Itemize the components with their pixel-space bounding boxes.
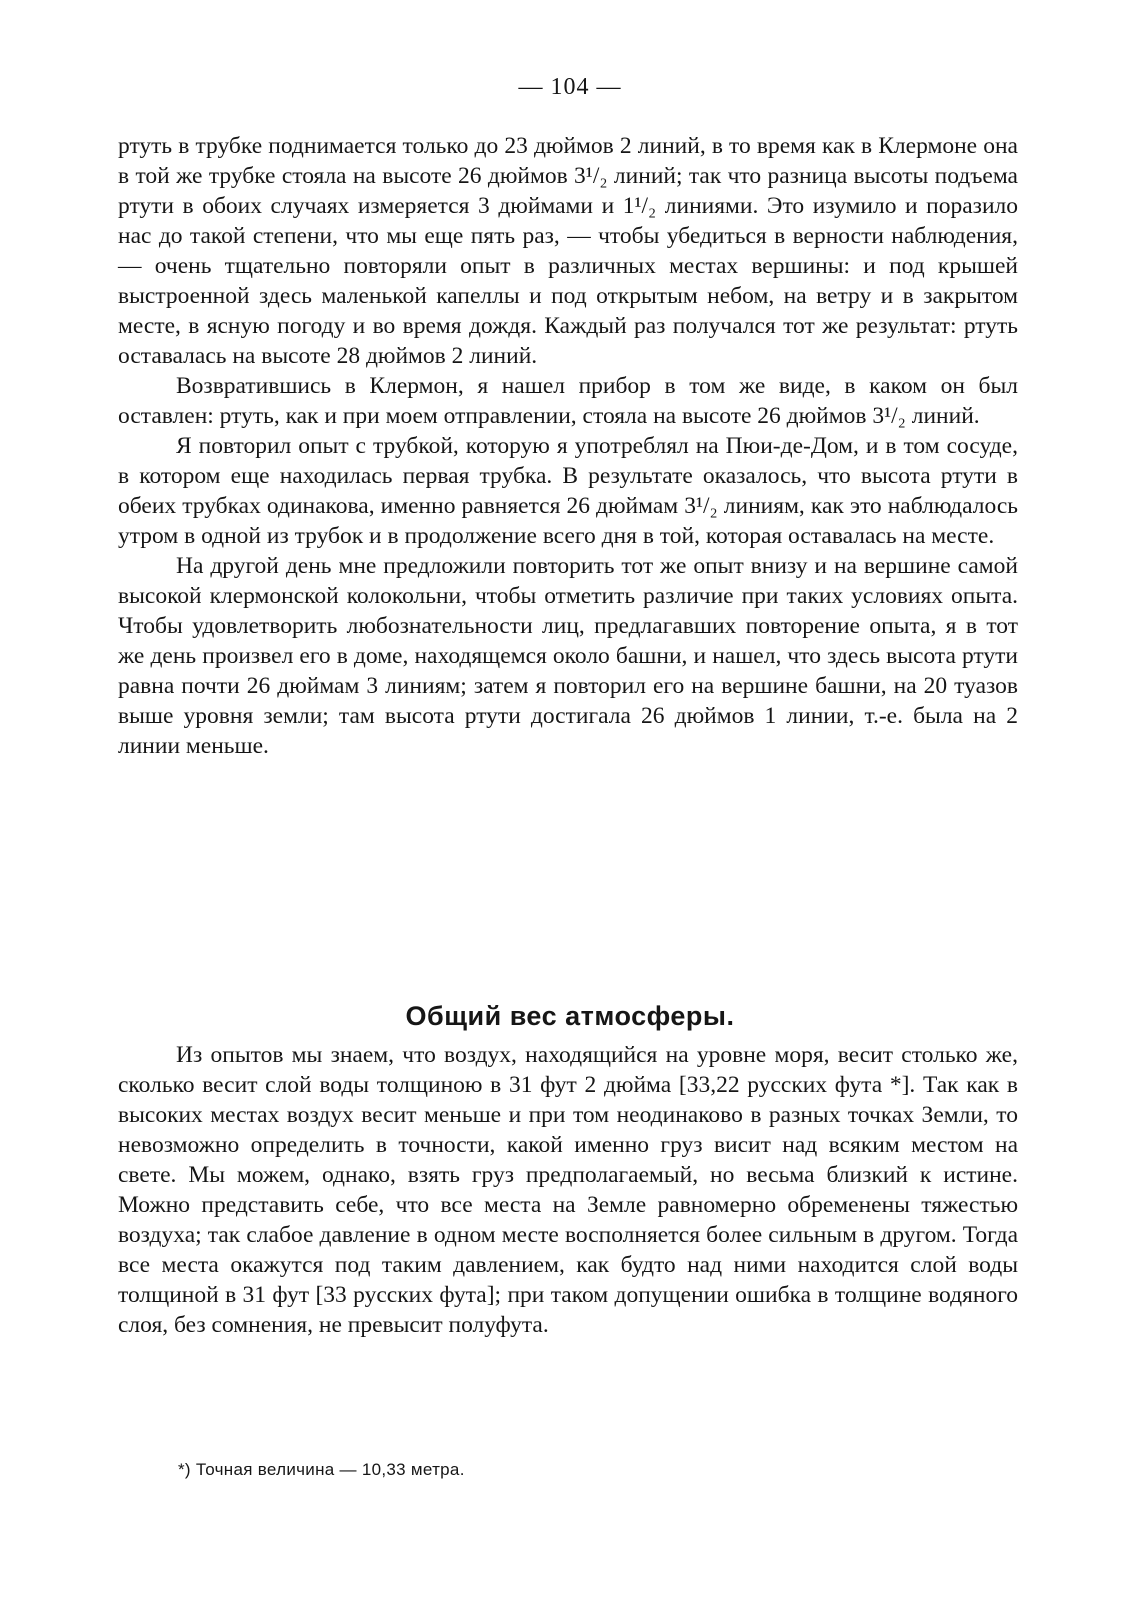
paragraph-bell-tower: На другой день мне предложили повторить тот же опыт внизу и на вершине самой высокой клермонской колокольни, чтобы отметить различие при таких условиях опыта. Чтобы удовлетворить любознательности лиц, предлагавших повторение опыта, я в тот же день произвел его в доме, находящемся около башни, и нашел, что здесь высота ртути равна почти 26 дюймам 3 линиям; затем я повторил его на вершине башни, на 20 туазов выше уровня земли; там высота ртути достигала 26 дюймов 1 линии, т.-е. была на 2 линии меньше. [118, 553, 1018, 759]
page-number: — 104 — [518, 74, 622, 100]
main-text-block [118, 131, 1018, 761]
paragraph-atmosphere-weight: Из опытов мы знаем, что воздух, находящийся на уровне моря, весит столько же, сколько весит слой воды толщиною в 31 фут 2 дюйма [33,22 русских фута *]. Так как в высоких местах воздух весит меньше и при том неодинаково в разных точках Земли, то невозможно определить в точности, какой именно груз висит над всяким местом на свете. Мы можем, однако, взять груз предполагаемый, но весьма близкий к истине. Можно представить себе, что все места на Земле равномерно обременены тяжестью воздуха; так слабое давление в одном месте восполняется более сильным в другом. Тогда все места окажутся под таким давлением, как будто над ними находится слой воды толщиной в 31 фут [33 русских фута]; при таком допущении ошибка в толщине водяного слоя, без сомнения, не превысит полуфута. [118, 1042, 1018, 1338]
section-text-block [118, 1040, 1018, 1340]
paragraph-continued: ртуть в трубке поднимается только до 23 дюймов 2 линий, в то время как в Клермоне она в той же трубке стояла на высоте 26 дюймов 3¹/₂ линий; так что разница высоты подъема ртути в обоих случаях измеряется 3 дюймами и 1¹/₂ линиями. Это изумило и поразило нас до такой степени, что мы еще пять раз, — чтобы убедиться в верности наблюдения, — очень тщательно повторяли опыт в различных местах вершины: и под крышей выстроенной здесь маленькой капеллы и под открытым небом, на ветру и в закрытом месте, в ясную погоду и во время дождя. Каждый раз получался тот же результат: ртуть оставалась на высоте 28 дюймов 2 линий. [118, 133, 1018, 369]
section-title: Общий вес атмосферы. [405, 1001, 735, 1031]
paragraph-repeated-experiment: Я повторил опыт с трубкой, которую я употреблял на Пюи-де-Дом, и в том сосуде, в котором еще находилась первая трубка. В результате оказалось, что высота ртути в обеих трубках одинакова, именно равняется 26 дюймам 3¹/₂ линиям, как это наблюдалось утром в одной из трубок и в продолжение всего дня в той, которая оставалась на месте. [118, 433, 1018, 549]
paragraph-return-to-clermont: Возвратившись в Клермон, я нашел прибор в том же виде, в каком он был оставлен: ртуть, как и при моем отправлении, стояла на высоте 26 дюймов 3¹/₂ линий. [118, 373, 1018, 429]
footnote: *) Точная величина — 10,33 метра. [178, 1460, 465, 1479]
